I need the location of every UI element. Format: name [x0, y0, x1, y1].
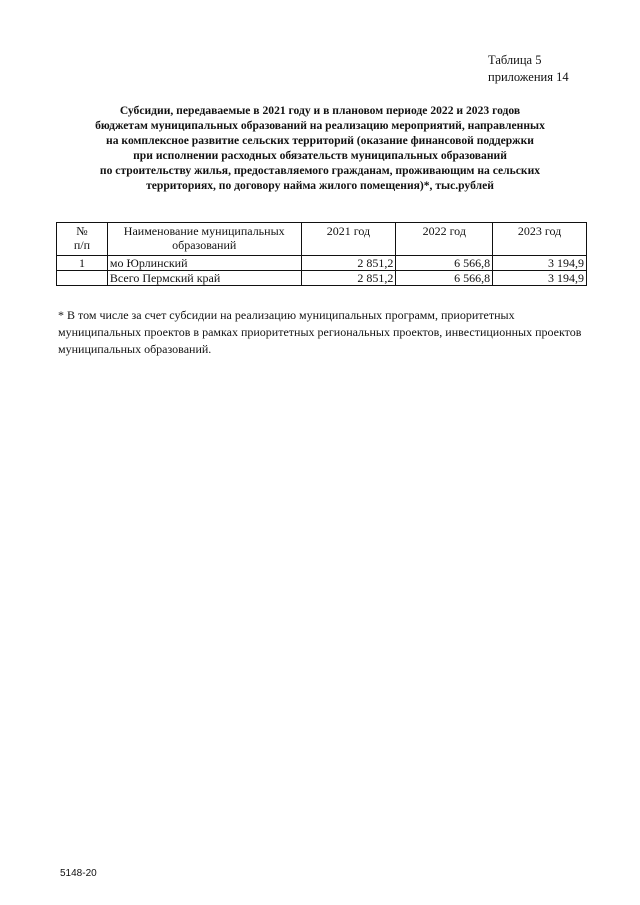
- table-total-row: [57, 271, 587, 286]
- document-code: 5148-20: [60, 868, 97, 879]
- row-2022: 6 566,8: [396, 256, 493, 271]
- header-name-line1: Наименование муниципальных: [123, 224, 285, 238]
- title-line: территориях, по договору найма жилого помещения)*, тыс.рублей: [146, 179, 494, 192]
- row-number: [57, 271, 108, 286]
- title-line: бюджетам муниципальных образований на реализацию мероприятий, направленных: [95, 119, 545, 132]
- title-line: Субсидии, передаваемые в 2021 году и в плановом периоде 2022 и 2023 годов: [119, 104, 521, 117]
- row-name: мо Юрлинский: [107, 256, 301, 271]
- row-number: 1: [57, 256, 108, 271]
- header-2021: 2021 год: [301, 223, 396, 256]
- row-2022: 6 566,8: [396, 271, 493, 286]
- row-2021: 2 851,2: [301, 271, 396, 286]
- appendix-label: приложения 14: [488, 70, 569, 84]
- title-line: при исполнении расходных обязательств муниципальных образований: [133, 149, 507, 162]
- header-2022: 2022 год: [396, 223, 493, 256]
- header-number-line2: п/п: [73, 238, 91, 252]
- footnote-line: муниципальных образований.: [58, 342, 212, 356]
- table-label: Таблица 5: [488, 53, 542, 67]
- header-2023: 2023 год: [493, 223, 587, 256]
- table-reference: [488, 52, 569, 86]
- header-name-line2: образований: [172, 238, 237, 252]
- footnote-line: муниципальных проектов в рамках приоритетных региональных проектов, инвестиционных проектов: [58, 325, 582, 339]
- table-header-row: [57, 223, 587, 256]
- header-number-line1: №: [76, 224, 88, 238]
- footnote-line: * В том числе за счет субсидии на реализацию муниципальных программ, приоритетных: [58, 308, 515, 322]
- header-number: [57, 223, 108, 256]
- row-2021: 2 851,2: [301, 256, 396, 271]
- row-2023: 3 194,9: [493, 256, 587, 271]
- header-name: [107, 223, 301, 256]
- row-2023: 3 194,9: [493, 271, 587, 286]
- document-title: [60, 103, 580, 193]
- table-row: [57, 256, 587, 271]
- footnote: [58, 307, 598, 358]
- title-line: на комплексное развитие сельских территорий (оказание финансовой поддержки: [106, 134, 534, 147]
- row-name: Всего Пермский край: [107, 271, 301, 286]
- title-line: по строительству жилья, предоставляемого гражданам, проживающим на сельских: [99, 164, 541, 177]
- subsidies-table: [56, 222, 587, 286]
